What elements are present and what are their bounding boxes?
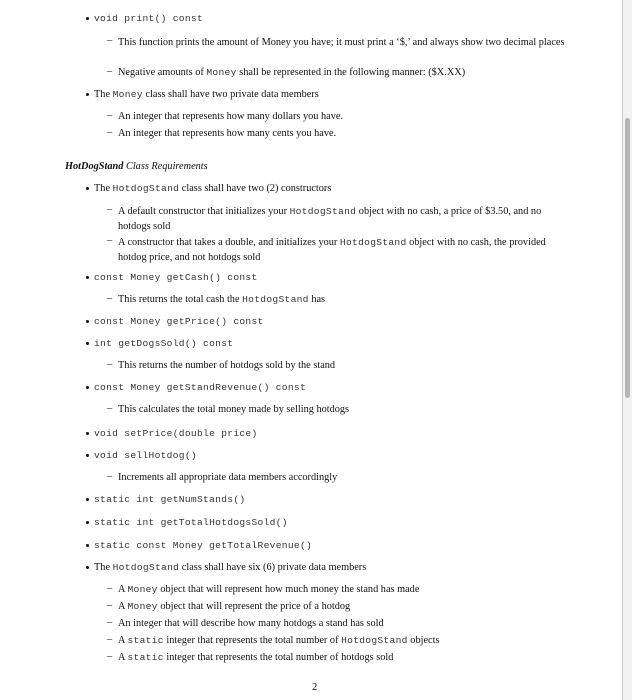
bullet <box>86 454 89 457</box>
dash: – <box>107 617 113 628</box>
sellhotdog-desc: Increments all appropriate data members accordingly <box>118 472 338 483</box>
dash: – <box>107 583 113 594</box>
member-5: A static integer that represents the total number of hotdogs sold <box>118 652 394 663</box>
bullet <box>86 544 89 547</box>
bullet <box>86 566 89 569</box>
dash: – <box>107 600 113 611</box>
bullet <box>86 498 89 501</box>
constructor-default: A default constructor that initializes your HotdogStand object with no cash, a price of $3.50, and no hotdogs sold <box>118 206 542 232</box>
member-4: A static integer that represents the total number of HotdogStand objects <box>118 635 440 646</box>
getdogssold-signature: int getDogsSold() const <box>94 338 234 349</box>
dash: – <box>107 471 113 482</box>
bullet <box>86 276 89 279</box>
dash: – <box>107 634 113 645</box>
money-member-2: An integer that represents how many cents you have. <box>118 128 337 139</box>
gettotalhotdogssold-signature: static int getTotalHotdogsSold() <box>94 517 288 528</box>
dash: – <box>107 359 113 370</box>
gettotalrevenue-signature: static const Money getTotalRevenue() <box>94 540 313 551</box>
dash: – <box>107 66 113 77</box>
dash: – <box>107 110 113 121</box>
member-3: An integer that will describe how many hotdogs a stand has sold <box>118 618 384 629</box>
sellhotdog-signature: void sellHotdog() <box>94 450 197 461</box>
bullet <box>86 342 89 345</box>
section-heading: HotDogStand Class Requirements <box>65 161 208 172</box>
setprice-signature: void setPrice(double price) <box>94 428 258 439</box>
bullet <box>86 17 89 20</box>
bullet <box>86 432 89 435</box>
dash: – <box>107 127 113 138</box>
getcash-signature: const Money getCash() const <box>94 272 258 283</box>
dash: – <box>107 35 113 46</box>
bullet <box>86 386 89 389</box>
bullet <box>86 521 89 524</box>
print-signature: void print() const <box>94 13 204 24</box>
bullet <box>86 93 89 96</box>
scrollbar-thumb[interactable] <box>625 118 630 398</box>
getstandrevenue-desc: This calculates the total money made by selling hotdogs <box>118 404 350 415</box>
money-member-1: An integer that represents how many dollars you have. <box>118 111 344 122</box>
members-intro: The HotdogStand class shall have six (6) private data members <box>94 562 367 573</box>
member-1: A Money object that will represent how much money the stand has made <box>118 584 420 595</box>
getstandrevenue-signature: const Money getStandRevenue() const <box>94 382 307 393</box>
dash: – <box>107 293 113 304</box>
bullet <box>86 320 89 323</box>
print-desc-2: Negative amounts of Money shall be represented in the following manner: ($X.XX) <box>118 67 466 78</box>
getprice-signature: const Money getPrice() const <box>94 316 264 327</box>
dash: – <box>107 235 113 246</box>
getcash-desc: This returns the total cash the HotdogStand has <box>118 294 326 305</box>
dash: – <box>107 651 113 662</box>
dash: – <box>107 204 113 215</box>
money-members: The Money class shall have two private data members <box>94 89 319 100</box>
getnumstands-signature: static int getNumStands() <box>94 494 246 505</box>
dash: – <box>107 403 113 414</box>
bullet <box>86 187 89 190</box>
print-desc-1: This function prints the amount of Money you have; it must print a ‘$,’ and always show two decimal places <box>118 37 565 48</box>
page-number: 2 <box>312 682 318 693</box>
member-2: A Money object that will represent the price of a hotdog <box>118 601 351 612</box>
getdogssold-desc: This returns the number of hotdogs sold by the stand <box>118 360 336 371</box>
constructor-double: A constructor that takes a double, and initializes your HotdogStand object with no cash, the provided hotdog price, and not hotdogs sold <box>118 237 546 263</box>
constructors-intro: The HotdogStand class shall have two (2) constructors <box>94 183 332 194</box>
scrollbar[interactable] <box>623 0 632 700</box>
